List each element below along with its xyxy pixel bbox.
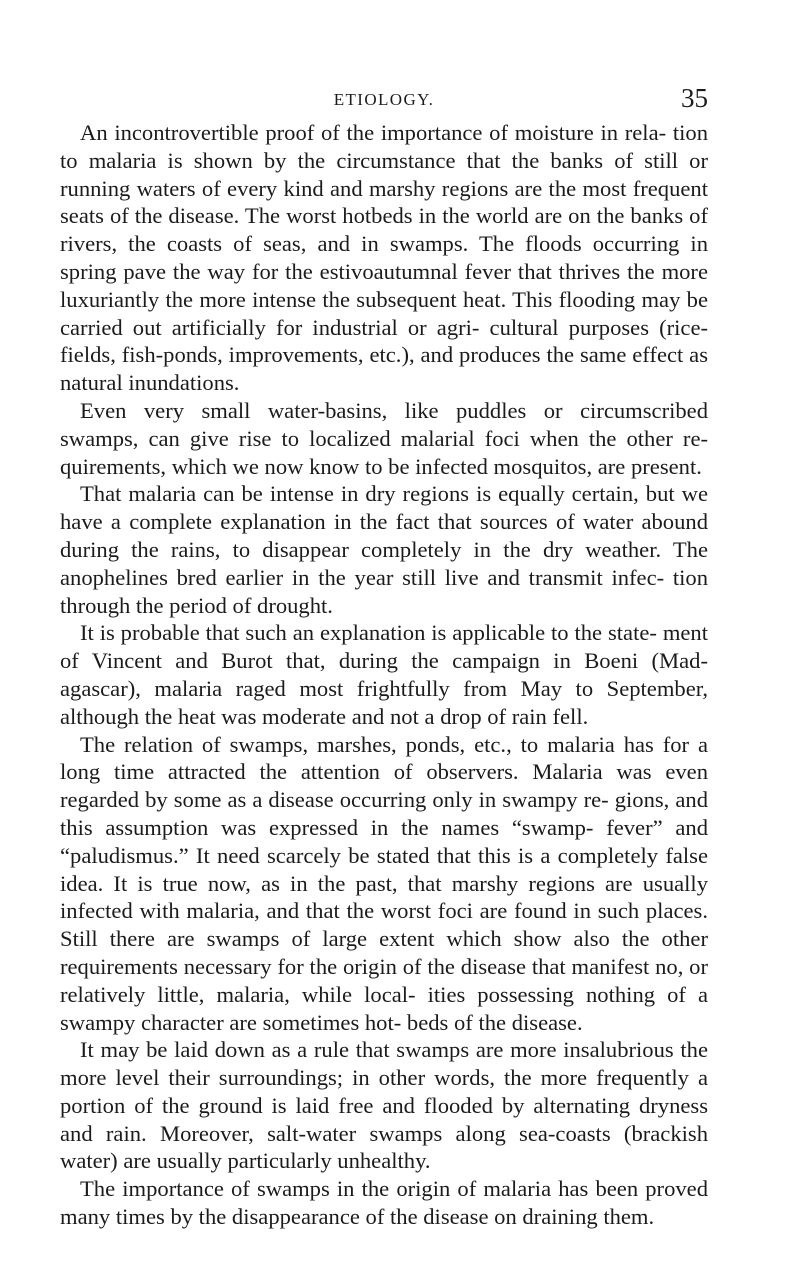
running-head xyxy=(60,83,708,114)
paragraph-swamp-rule: It may be laid down as a rule that swamps are more insalubrious the more level their surroundings; in other words, the more frequently a portion of the ground is laid free and flooded by alternating dryness and rain. Moreover, salt-water swamps along sea-coasts (brackish water) are usually particularly unhealthy. xyxy=(60,1037,708,1174)
paragraph-swamps-relation: The relation of swamps, marshes, ponds, etc., to malaria has for a long time attracted the attention of observers. Malaria was even regarded by some as a disease occurring only in swampy re- gions, and this assumption was expressed in the names “swamp- fever” and “paludismus.” It need scarcely be stated that this is a completely false idea. It is true now, as in the past, that marshy regions are usually infected with malaria, and that the worst foci are found in such places. Still there are swamps of large extent which show also the other requirements necessary for the origin of the disease that manifest no, or relatively little, malaria, while local- ities possessing nothing of a swampy character are sometimes hot- beds of the disease. xyxy=(60,731,708,1035)
paragraph-moisture-proof: An incontrovertible proof of the importance of moisture in rela- tion to malaria is shown by the circumstance that the banks of still or running waters of every kind and marshy regions are the most frequent seats of the disease. The worst hotbeds in the world are on the banks of rivers, the coasts of seas, and in swamps. The floods occurring in spring pave the way for the estivoautumnal fever that thrives the more luxuriantly the more intense the subsequent heat. This flooding may be carried out artificially for industrial or agri- cultural purposes (rice-fields, fish-ponds, improvements, etc.), and produces the same effect as natural inundations. xyxy=(60,120,708,396)
paragraph-dry-regions: That malaria can be intense in dry regions is equally certain, but we have a complete explanation in the fact that sources of water abound during the rains, to disappear completely in the dry weather. The anophelines bred earlier in the year still live and transmit infec- tion through the period of drought. xyxy=(60,481,708,618)
paragraph-draining: The importance of swamps in the origin of malaria has been proved many times by the disappearance of the disease on draining them. xyxy=(60,1176,708,1230)
body-text xyxy=(60,119,708,1231)
paragraph-small-water-basins: Even very small water-basins, like puddles or circumscribed swamps, can give rise to localized malarial foci when the other re- quirements, which we now know to be infected mosquitos, are present. xyxy=(60,397,708,479)
page-number: 35 xyxy=(681,83,708,113)
running-title: ETIOLOGY. xyxy=(333,90,435,109)
paragraph-vincent-burot: It is probable that such an explanation is applicable to the state- ment of Vincent and Burot that, during the campaign in Boeni (Mad- agascar), malaria raged most frightfully from May to September, although the heat was moderate and not a drop of rain fell. xyxy=(60,620,708,729)
